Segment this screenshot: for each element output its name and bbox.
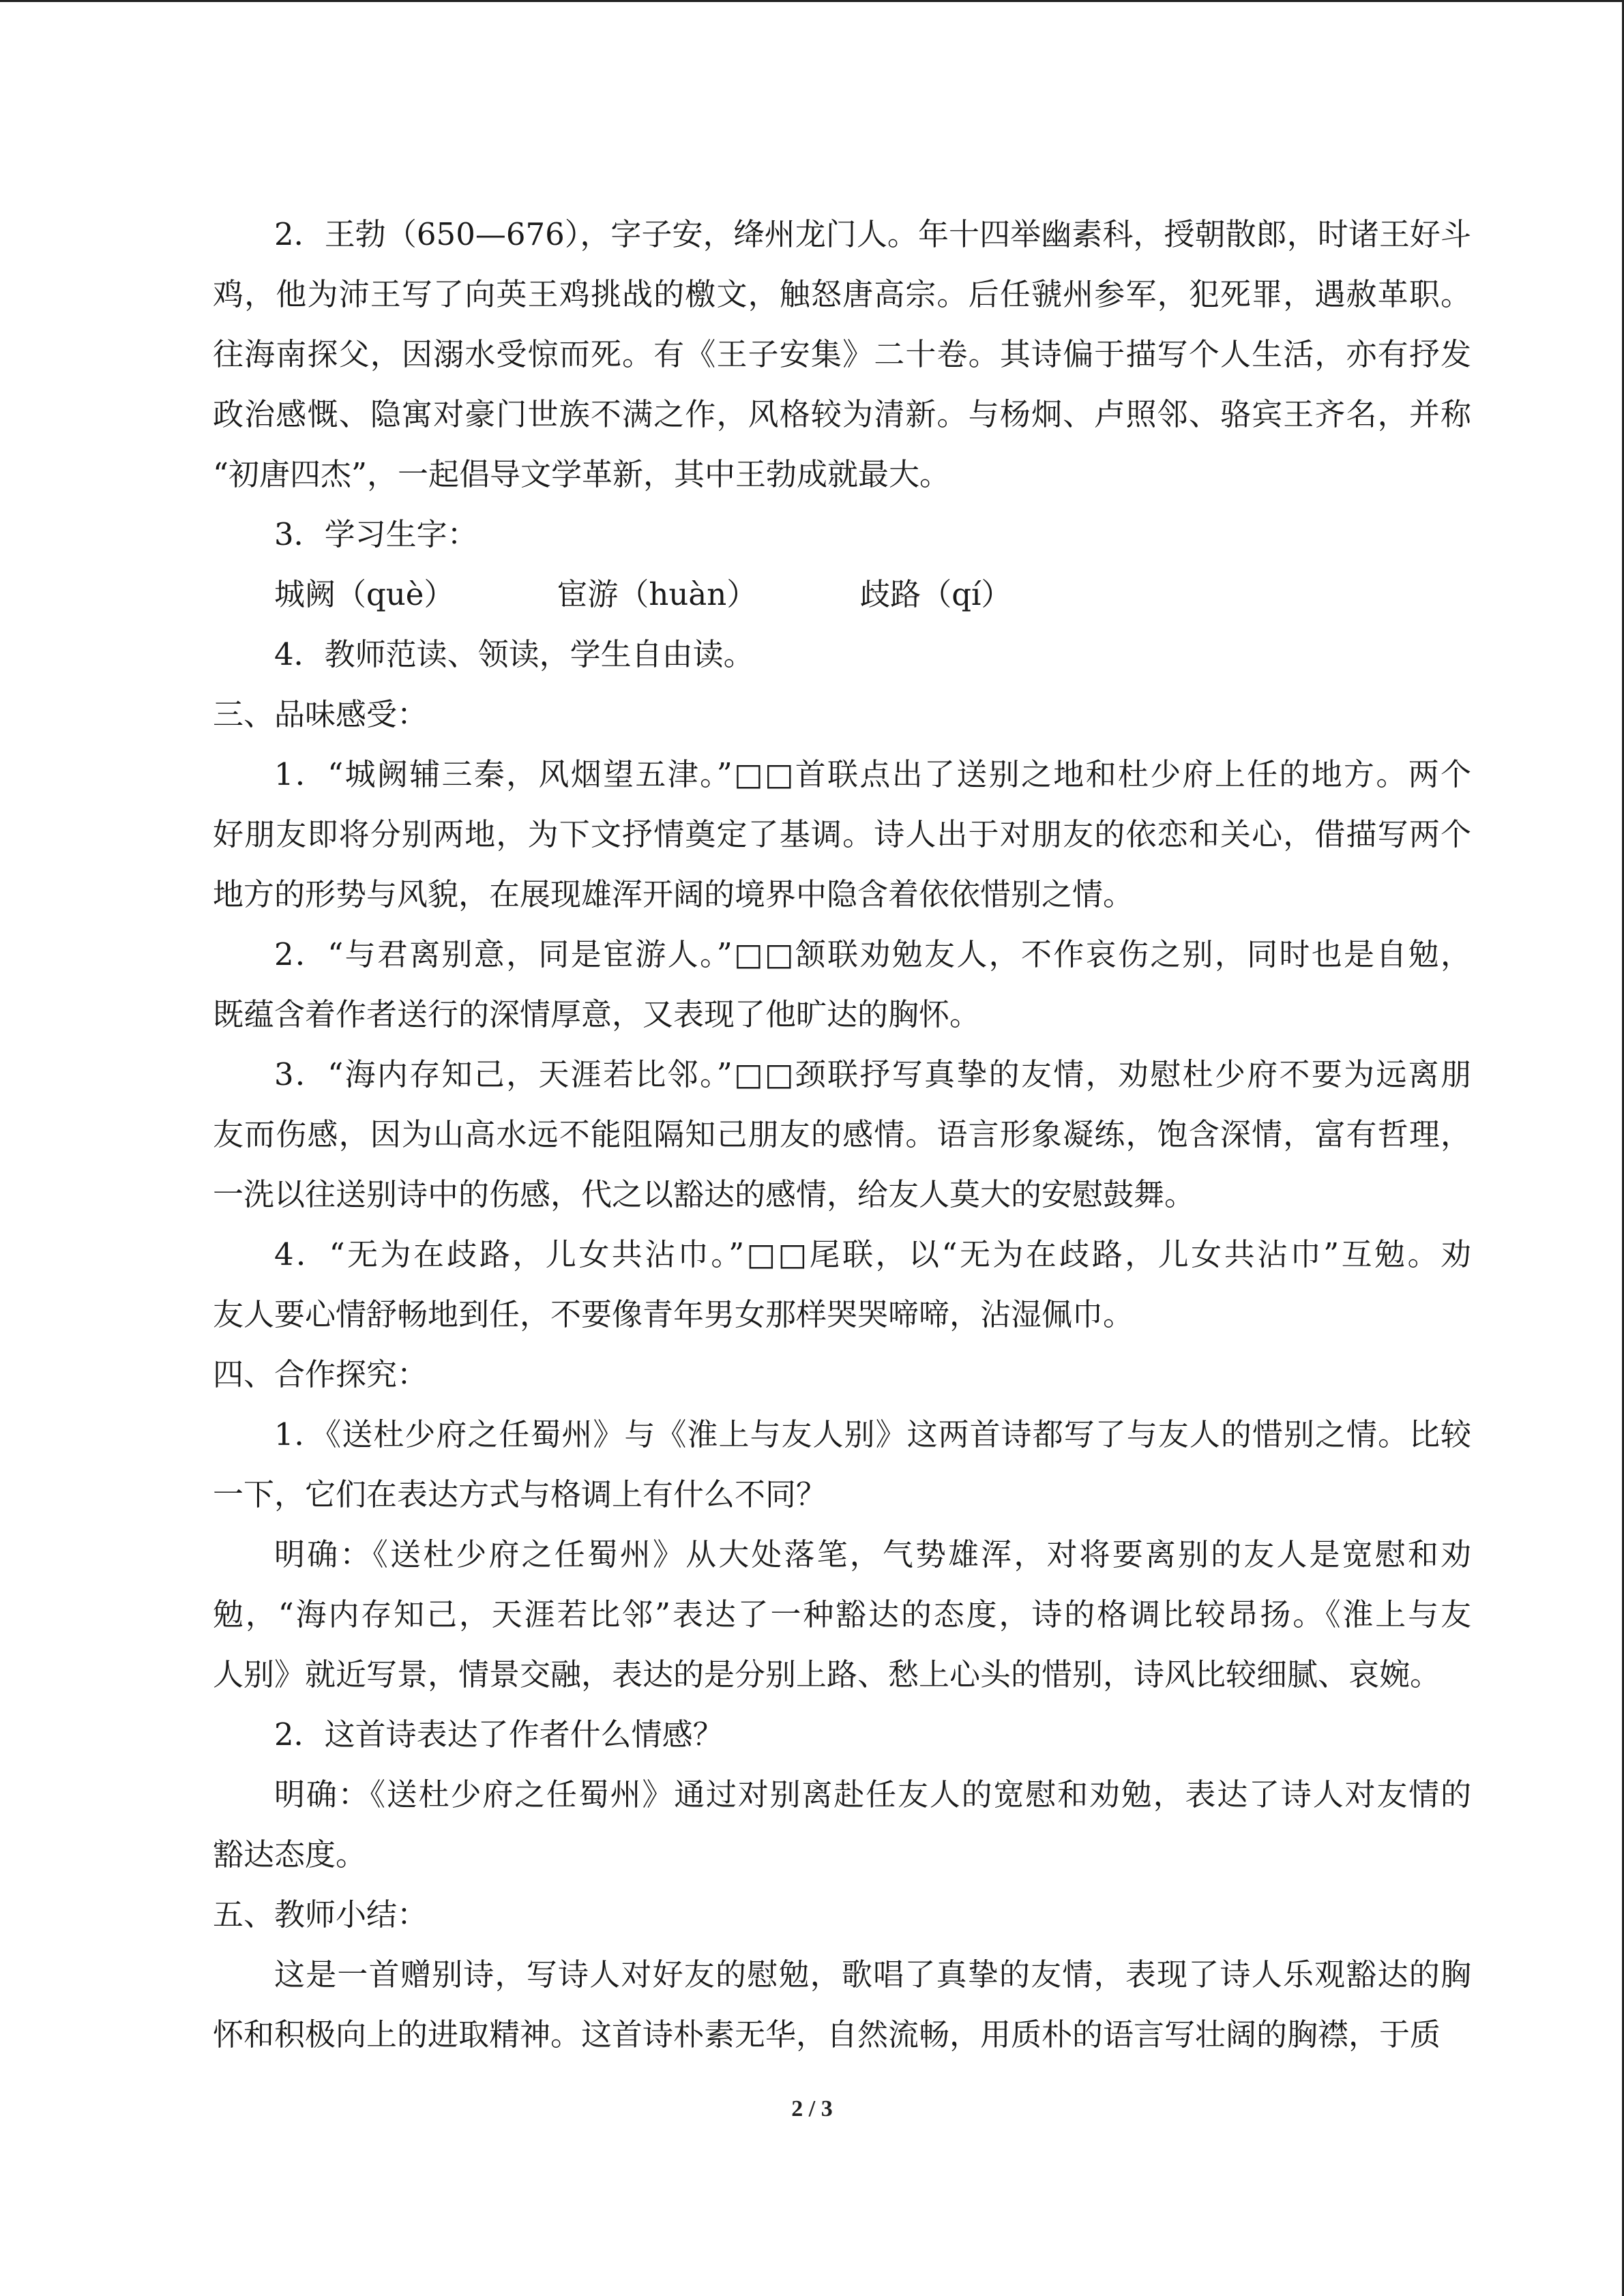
page-number: 2 / 3 bbox=[791, 2096, 833, 2121]
text-line: 往海南探父，因溺水受惊而死。有《王子安集》二十卷。其诗偏于描写个人生活，亦有抒发 bbox=[213, 336, 1471, 372]
text-line: 2．王勃（650—676），字子安，绛州龙门人。年十四举幽素科，授朝散郎，时诸王好斗 bbox=[274, 216, 1471, 252]
paragraph bbox=[213, 505, 1471, 565]
paragraph bbox=[213, 1405, 1471, 1525]
document-body bbox=[213, 205, 1471, 2065]
text-line: 4．教师范读、领读，学生自由读。 bbox=[274, 636, 754, 672]
vocab-row bbox=[274, 565, 1471, 625]
text-line: 地方的形势与风貌，在展现雄浑开阔的境界中隐含着依依惜别之情。 bbox=[213, 876, 1134, 912]
paragraph bbox=[213, 205, 1471, 505]
text-line: 3．“海内存知己，天涯若比邻。”□□颈联抒写真挚的友情，劝慰杜少府不要为远离朋 bbox=[274, 1056, 1471, 1092]
text-line: 怀和积极向上的进取精神。这首诗朴素无华，自然流畅，用质朴的语言写壮阔的胸襟，于质 bbox=[213, 2016, 1441, 2053]
paragraph bbox=[213, 1225, 1471, 1345]
text-line: 人别》就近写景，情景交融，表达的是分别上路、愁上心头的惜别，诗风比较细腻、哀婉。 bbox=[213, 1656, 1441, 1693]
text-line: 3．学习生字： bbox=[274, 516, 478, 552]
text-line: 一下，它们在表达方式与格调上有什么不同？ bbox=[213, 1476, 827, 1512]
text-line: 三、品味感受： bbox=[213, 696, 428, 732]
vocab-item: 宦游（huàn） bbox=[557, 576, 758, 612]
text-line: 1．《送杜少府之任蜀州》与《淮上与友人别》这两首诗都写了与友人的惜别之情。比较 bbox=[274, 1416, 1471, 1452]
text-line: 鸡，他为沛王写了向英王鸡挑战的檄文，触怒唐高宗。后任虢州参军，犯死罪，遇赦革职。 bbox=[213, 276, 1471, 312]
text-line: 好朋友即将分别两地，为下文抒情奠定了基调。诗人出于对朋友的依恋和关心，借描写两个 bbox=[213, 816, 1471, 852]
text-line: 2．这首诗表达了作者什么情感？ bbox=[274, 1716, 724, 1753]
paragraph bbox=[213, 625, 1471, 685]
paragraph bbox=[213, 1045, 1471, 1225]
text-line: 友而伤感，因为山高水远不能阻隔知己朋友的感情。语言形象凝练，饱含深情，富有哲理， bbox=[213, 1116, 1471, 1152]
paragraph bbox=[213, 565, 1471, 625]
text-line: 五、教师小结： bbox=[213, 1896, 428, 1933]
paragraph bbox=[213, 1765, 1471, 1885]
text-line: 四、合作探究： bbox=[213, 1356, 428, 1392]
text-line: 勉，“海内存知己，天涯若比邻”表达了一种豁达的态度，诗的格调比较昂扬。《淮上与友 bbox=[213, 1596, 1471, 1632]
paragraph bbox=[213, 745, 1471, 925]
section-heading bbox=[213, 685, 1471, 745]
text-line: 2．“与君离别意，同是宦游人。”□□颔联劝勉友人，不作哀伤之别，同时也是自勉， bbox=[274, 936, 1471, 972]
text-line: 政治感慨、隐寓对豪门世族不满之作，风格较为清新。与杨炯、卢照邻、骆宾王齐名，并称 bbox=[213, 396, 1471, 432]
text-line: 1．“城阙辅三秦，风烟望五津。”□□首联点出了送别之地和杜少府上任的地方。两个 bbox=[274, 756, 1471, 792]
section-heading bbox=[213, 1345, 1471, 1405]
text-line: 既蕴含着作者送行的深情厚意，又表现了他旷达的胸怀。 bbox=[213, 996, 981, 1032]
vocab-item: 城阙（què） bbox=[274, 576, 455, 612]
paragraph bbox=[213, 1525, 1471, 1705]
text-line: 一洗以往送别诗中的伤感，代之以豁达的感情，给友人莫大的安慰鼓舞。 bbox=[213, 1176, 1196, 1212]
text-line: 明确：《送杜少府之任蜀州》从大处落笔，气势雄浑，对将要离别的友人是宽慰和劝 bbox=[274, 1536, 1471, 1572]
text-line: 这是一首赠别诗，写诗人对好友的慰勉，歌唱了真挚的友情，表现了诗人乐观豁达的胸 bbox=[274, 1956, 1471, 1993]
text-line: 友人要心情舒畅地到任，不要像青年男女那样哭哭啼啼，沾湿佩巾。 bbox=[213, 1296, 1134, 1332]
paragraph bbox=[213, 1945, 1471, 2065]
top-border-line bbox=[0, 0, 1624, 2]
section-heading bbox=[213, 1885, 1471, 1945]
paragraph bbox=[213, 925, 1471, 1045]
text-line: 明确：《送杜少府之任蜀州》通过对别离赴任友人的宽慰和劝勉，表达了诗人对友情的 bbox=[274, 1776, 1471, 1813]
text-line: “初唐四杰”，一起倡导文学革新，其中王勃成就最大。 bbox=[213, 456, 951, 492]
paragraph bbox=[213, 1705, 1471, 1765]
vocab-item: 歧路（qí） bbox=[859, 576, 1012, 612]
text-line: 豁达态度。 bbox=[213, 1836, 367, 1873]
text-line: 4．“无为在歧路，儿女共沾巾。”□□尾联，以“无为在歧路，儿女共沾巾”互勉。劝 bbox=[274, 1236, 1471, 1272]
